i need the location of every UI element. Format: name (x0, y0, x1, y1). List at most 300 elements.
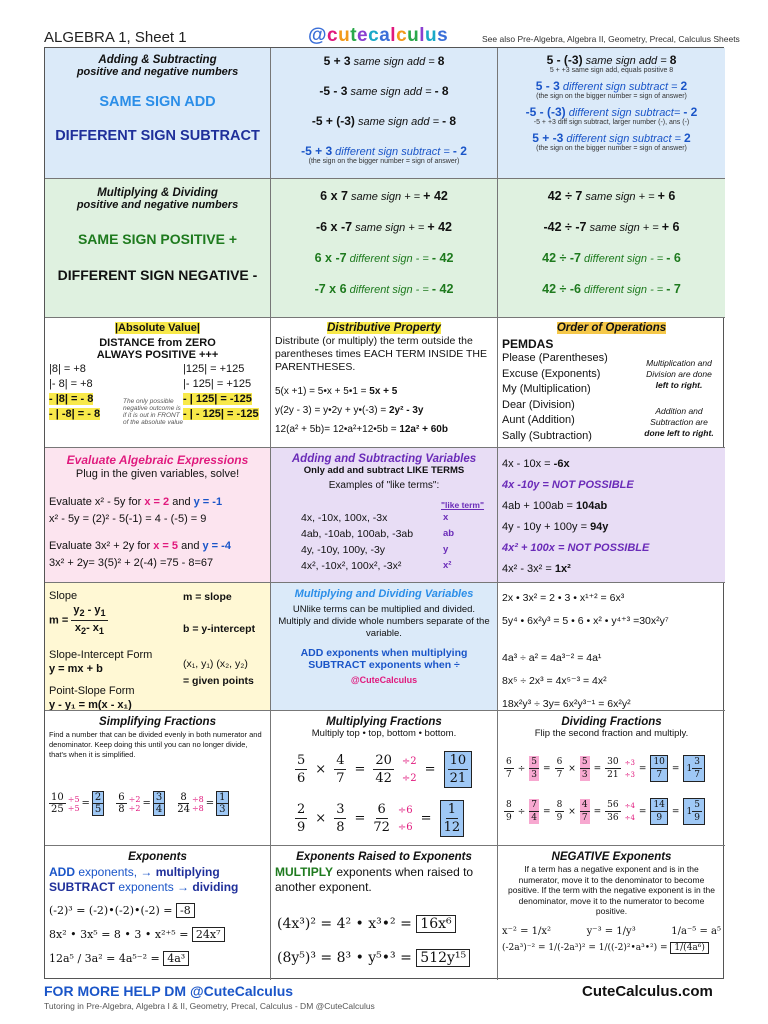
abs-note: The only possible negative outcome is if it is out in FRONT of the absolute value (123, 398, 183, 426)
fraction (504, 756, 514, 781)
md-example-1 (271, 220, 497, 234)
sheet-title: ALGEBRA 1, Sheet 1 (44, 29, 187, 46)
fraction (529, 799, 539, 824)
md-example-0 (271, 189, 497, 203)
same-sign-positive-rule: SAME SIGN POSITIVE + (77, 231, 238, 247)
slope-label: Slope (49, 590, 78, 602)
numerator: 2 (94, 792, 102, 803)
numerator: 10 (51, 792, 64, 803)
like-terms-card (271, 448, 498, 583)
denominator: 72 (373, 820, 390, 835)
exp-example-3: 12a⁵ / 3a² = 4a⁵⁻² = 4a³ (49, 947, 266, 971)
logo-text (308, 25, 448, 47)
like-example-expression: 4x² + 100x = NOT POSSIBLE (502, 542, 650, 554)
exp-example-1: (-2)³ = (-2)•(-2)•(-2) = -8 (49, 899, 266, 923)
brand-logo (308, 25, 448, 47)
numerator: 20 (375, 753, 392, 768)
logo-letter: @ (308, 25, 328, 46)
fraction (692, 756, 702, 781)
example-rule: different sign - = (346, 253, 432, 265)
equals: = (593, 763, 602, 774)
fraction (49, 792, 66, 815)
like-term-row-3 (271, 560, 497, 576)
times: × (568, 806, 576, 817)
equals: = (593, 806, 602, 817)
mult-frac-row-1 (295, 800, 472, 837)
numerator: 6 (377, 802, 386, 817)
divisor (625, 757, 635, 781)
example-result: + 42 (423, 189, 448, 203)
simplify-text: Find a number that can be divided evenly in both numerator and denominator. Keep doing this until you can no longer divide, that's when it is simplified. (49, 730, 262, 759)
example-rule: different sign subtract = (563, 133, 685, 145)
divide: ÷ (517, 763, 526, 774)
denominator: 24 (177, 804, 190, 815)
answer-fraction (216, 791, 228, 816)
logo-letter: u (338, 25, 351, 46)
like-example-expression: 4x² - 3x² = (502, 563, 555, 575)
div-top: ÷3 (624, 758, 635, 767)
sign-example-3 (271, 144, 497, 158)
simplify-example-2 (177, 791, 228, 816)
mul-var-example-0: 2x • 3x² = 2 • 3 • x¹⁺² = 6x³ (502, 592, 625, 604)
denominator: 6 (297, 771, 306, 786)
example-result: 8 (669, 53, 677, 67)
divisor (68, 795, 80, 813)
times: × (315, 811, 327, 826)
div-bottom: ÷5 (67, 803, 80, 813)
whole: 1 (686, 806, 693, 817)
abs-right: - | - 125| = -125 (183, 408, 259, 420)
equals: = (543, 763, 551, 774)
div-bottom: ÷2 (128, 803, 141, 813)
exp-raised-example-1: (4x³)² = 4² • x³•² = 16x⁶ (277, 907, 491, 941)
denominator: 9 (656, 813, 663, 823)
equals: = (671, 763, 680, 774)
eval-2-prompt: Evaluate 3x² + 2y for x = 5 and y = -4 (49, 540, 231, 552)
denominator: 9 (694, 813, 700, 823)
divisor (129, 795, 141, 813)
slope-intercept-formula: y = mx + b (49, 663, 103, 676)
pemdas-note-2: Addition and Subtraction are done left to right. (644, 406, 714, 438)
slope-formula: m = $\frac{y_2 - y_1}{x_2- x_1}$ (49, 604, 106, 637)
abs-right: |125| = +125 (183, 363, 245, 375)
equals: = (638, 806, 647, 817)
tutoring-note: Tutoring in Pre-Algebra, Algebra I & II, Geometry, Precal, Calculus - DM @CuteCalculus (44, 1001, 375, 1011)
sign-example-right-2 (498, 105, 725, 119)
like-term-variable: x² (443, 560, 452, 571)
neg-exp-text: If a term has a negative exponent and is in the numerator, move it to the denominator to become positive. If the term with the negative exponent is in the denominator, move it to the numerator to become positive. (508, 864, 715, 916)
mul-div-examples-mid (271, 179, 498, 318)
example-result: - 6 (666, 251, 681, 265)
example-expression: -42 ÷ -7 (543, 220, 587, 234)
md-example-2 (498, 251, 725, 265)
mul-div-subtitle: positive and negative numbers (76, 199, 239, 211)
numerator: 6 (118, 792, 125, 803)
mul-div-examples-right (498, 179, 725, 318)
help-banner: FOR MORE HELP DM @CuteCalculus (44, 983, 294, 999)
denominator: 12 (443, 820, 461, 835)
fraction (605, 799, 620, 824)
divisor (192, 795, 204, 813)
like-example-5 (502, 559, 721, 580)
numerator: 3 (694, 757, 700, 767)
exp-raised-rule: MULTIPLY exponents when raised to another exponent. (275, 865, 474, 894)
numerator: 6 (556, 757, 563, 767)
mul-var-sub-rule: SUBTRACT exponents when ÷ (308, 659, 460, 671)
example-note: (the sign on the bigger number = sign of answer) (536, 145, 687, 152)
pemdas-note-1: Multiplication and Division are done left to right. (646, 358, 712, 390)
numerator: 10 (653, 757, 665, 767)
simplify-example-1 (116, 791, 165, 816)
sign-example-0 (271, 54, 497, 68)
simplify-example-0 (49, 791, 104, 816)
like-term-variable: y (443, 544, 449, 555)
like-example-1 (502, 475, 721, 496)
mul-var-example-2: 4a³ ÷ a² = 4a³⁻² = 4a¹ (502, 652, 602, 664)
example-note: -5 + +3 diff sign subtract, larger number (-), ans (-) (533, 119, 690, 126)
add-sub-intro (45, 48, 271, 179)
negative-exponents-card (498, 846, 725, 980)
example-note: (the sign on the bigger number = sign of answer) (536, 93, 687, 100)
denominator: 21 (607, 770, 619, 780)
div-top: ÷2 (128, 794, 141, 804)
logo-letter: l (419, 25, 426, 46)
example-expression: 42 ÷ 7 (547, 189, 583, 203)
example-expression: 5 + -3 (532, 131, 564, 145)
numerator: 5 (694, 800, 700, 810)
denominator: 3 (531, 770, 538, 780)
equals: = (638, 763, 647, 774)
numerator: 3 (336, 802, 345, 817)
eval-1-solution: x² - 5y = (2)² - 5(-1) = 4 - (-5) = 9 (49, 513, 207, 525)
exponents-raised-card (271, 846, 498, 980)
eval-2-solution: 3x² + 2y= 3(5)² + 2(-4) =75 - 8=67 (49, 557, 214, 569)
example-expression: -5 - 3 (319, 84, 348, 98)
numerator: 1 (447, 802, 456, 817)
exponents-card (45, 846, 271, 980)
numerator: 5 (297, 753, 306, 768)
denominator: 21 (449, 771, 467, 786)
abs-distance-line: DISTANCE from ZERO (99, 337, 216, 349)
like-example-result: 104ab (576, 500, 608, 512)
like-term-examples: 4ab, -10ab, 100ab, -3ab (301, 528, 414, 540)
neg-exp-example-1-0: x⁻² = 1/x² (502, 925, 552, 937)
mixed-number (683, 798, 704, 825)
like-term-row-0 (271, 512, 497, 528)
denominator: 7 (694, 770, 700, 780)
mul-div-title: Multiplying & Dividing (97, 187, 218, 199)
sign-example-2 (271, 114, 497, 128)
div-top: ÷8 (191, 794, 204, 804)
fraction (504, 799, 514, 824)
numerator: 56 (607, 800, 619, 810)
dividing-fractions-card (498, 711, 725, 846)
absolute-value-title: |Absolute Value| (114, 322, 200, 334)
abs-positive-line: ALWAYS POSITIVE +++ (96, 349, 219, 361)
example-expression: 5 - 3 (535, 79, 560, 93)
denominator: 9 (506, 813, 512, 823)
distributive-text: Distribute (or multiply) the term outside the parentheses times EACH TERM INSIDE THE PARENTHESES. (275, 335, 488, 373)
div-bottom: ÷6 (397, 821, 413, 833)
slope-card (45, 583, 271, 711)
denominator: 7 (656, 770, 663, 780)
distrib-example-1: 5(x +1) = 5•x + 5•1 = 5x + 5 (275, 386, 398, 397)
example-rule: same sign + = (352, 222, 428, 234)
see-also-note: See also Pre-Algebra, Algebra II, Geometry, Precal, Calculus Sheets (482, 34, 740, 44)
example-rule: same sign add = (347, 86, 435, 98)
example-expression: -5 - (-3) (525, 105, 566, 119)
like-example-3 (502, 517, 721, 538)
sign-example-1 (271, 84, 497, 98)
numerator: 14 (653, 800, 665, 810)
denominator: 3 (581, 770, 588, 780)
mul-div-variables-card (271, 583, 498, 711)
fraction (295, 801, 307, 836)
like-example-result: 94y (590, 521, 609, 533)
example-rule: same sign + = (347, 191, 424, 203)
points-notation: (x₁, y₁) (x₂, y₂) (183, 658, 248, 670)
pemdas-item-5: Sally (Subtraction) (502, 429, 592, 442)
md-example-3 (498, 282, 725, 296)
evaluate-title: Evaluate Algebraic Expressions (66, 453, 249, 467)
equals: = (420, 811, 432, 826)
divisor (402, 753, 417, 787)
abs-right: |- 125| = +125 (183, 378, 252, 390)
fraction (373, 801, 390, 836)
pemdas-item-1: Excuse (Exponents) (502, 367, 601, 380)
mul-div-intro (45, 179, 271, 318)
sign-example-right-1 (498, 79, 725, 93)
exponents-title: Exponents (128, 851, 187, 863)
example-expression: 6 x 7 (320, 189, 348, 203)
diff-sign-negative-rule: DIFFERENT SIGN NEGATIVE - (57, 267, 258, 283)
numerator: 8 (556, 800, 563, 810)
equals: = (424, 762, 436, 777)
mul-var-example-3: 8x⁵ ÷ 2x³ = 4x⁵⁻³ = 4x² (502, 675, 607, 687)
denominator: 5 (94, 804, 102, 815)
example-result: + 6 (661, 220, 680, 234)
numerator: 2 (297, 802, 306, 817)
pemdas-item-0: Please (Parentheses) (502, 352, 608, 364)
add-sub-examples-right (498, 48, 725, 179)
abs-left: - | -8| = - 8 (49, 408, 101, 420)
equals: = (81, 798, 90, 809)
md-example-0 (498, 189, 725, 203)
answer-fraction (650, 755, 667, 782)
div-frac-text: Flip the second fraction and multiply. (534, 728, 689, 739)
numerator: 4 (581, 800, 588, 810)
m-definition: m = slope (183, 591, 232, 603)
exp-add-rule: ADD exponents, → multiplying (49, 865, 220, 879)
neg-exp-title: NEGATIVE Exponents (551, 851, 672, 863)
order-of-operations-card (498, 318, 725, 448)
abs-left: |- 8| = +8 (49, 378, 93, 390)
fraction (692, 799, 702, 824)
equals: = (354, 811, 366, 826)
equals: = (142, 798, 151, 809)
distrib-example-2: y(2y - 3) = y•2y + y•(-3) = 2y² - 3y (275, 405, 424, 416)
example-result: - 8 (442, 114, 457, 128)
numerator: 5 (531, 757, 538, 767)
mul-var-example-4: 18x²y³ ÷ 3y= 6x²y³⁻¹ = 6x²y² (502, 698, 631, 710)
example-rule: same sign + = (582, 191, 658, 203)
pemdas-item-2: My (Multiplication) (502, 383, 591, 395)
logo-letter: c (396, 25, 408, 46)
denominator: 9 (297, 820, 306, 835)
example-result: - 7 (666, 282, 681, 296)
mult-frac-row-0 (295, 751, 472, 788)
sign-example-right-0 (498, 53, 725, 67)
pemdas-title: Order of Operations (556, 322, 667, 334)
fraction (177, 792, 190, 815)
example-expression: -5 + 3 (301, 144, 333, 158)
exp-sub-rule: SUBTRACT exponents → dividing (49, 880, 239, 894)
distributive-title: Distributive Property (327, 322, 441, 334)
fraction (529, 756, 539, 781)
distributive-property-card (271, 318, 498, 448)
denominator: 8 (118, 804, 125, 815)
divisor (398, 802, 413, 836)
div-frac-row-0 (504, 755, 705, 782)
fraction (580, 799, 590, 824)
like-terms-examples-label: Examples of "like terms": (328, 480, 440, 491)
like-example-0 (502, 454, 721, 475)
example-expression: 42 ÷ -6 (542, 282, 581, 296)
eval-1-prompt: Evaluate x² - 5y for x = 2 and y = -1 (49, 496, 223, 508)
website-url[interactable]: CuteCalculus.com (582, 983, 713, 1000)
example-result: - 42 (431, 251, 454, 265)
md-example-1 (498, 220, 725, 234)
answer-fraction (92, 791, 104, 816)
cute-calculus-handle: @CuteCalculus (350, 675, 418, 685)
pemdas-item-3: Dear (Division) (502, 398, 575, 411)
denominator: 4 (155, 804, 163, 815)
example-expression: 42 ÷ -7 (542, 251, 581, 265)
numerator: 3 (155, 792, 163, 803)
like-term-examples: 4x, -10x, 100x, -3x (301, 512, 388, 524)
exp-raised-title: Exponents Raised to Exponents (296, 851, 472, 863)
numerator: 5 (581, 757, 588, 767)
fraction (555, 756, 565, 781)
like-example-expression: 4x -10y = NOT POSSIBLE (502, 479, 634, 491)
divide: ÷ (517, 806, 526, 817)
add-sub-subtitle: positive and negative numbers (76, 66, 239, 78)
mixed-number (683, 755, 704, 782)
example-note: (the sign on the bigger number = sign of answer) (308, 158, 460, 165)
fraction (605, 756, 620, 781)
denominator: 3 (219, 804, 226, 815)
denominator: 9 (556, 813, 563, 823)
mul-var-text: UNlike terms can be multiplied and divided. Multiply and divide whole numbers separate of the variable. (278, 604, 490, 639)
multiplying-fractions-card (271, 711, 498, 846)
fraction (373, 752, 394, 787)
mul-var-title: Multiplying and Dividing Variables (294, 588, 474, 600)
distrib-example-3: 12(a² + 5b)= 12•a²+12•5b = 12a² + 60b (275, 424, 448, 435)
slope-intercept-label: Slope-Intercept Form (49, 649, 153, 662)
example-result: + 42 (427, 220, 453, 234)
times: × (568, 763, 576, 774)
add-sub-examples-mid (271, 48, 498, 179)
add-sub-title: Adding & Subtracting (98, 54, 217, 66)
mul-var-examples (498, 583, 725, 711)
example-rule: different sign subtract = (559, 81, 681, 93)
denominator: 4 (531, 813, 538, 823)
logo-letter: u (407, 25, 420, 46)
neg-exp-example-2: (-2a³)⁻² = 1/(-2a³)² = 1/((-2)²•a³•²) = 1/(4a⁶) (498, 937, 725, 953)
like-term-examples: 4y, -10y, 100y, -3y (301, 544, 386, 556)
numerator: 8 (180, 792, 187, 803)
example-expression: 6 x -7 (314, 251, 347, 265)
example-rule: different sign - = (580, 253, 667, 265)
denominator: 7 (581, 813, 588, 823)
div-bottom: ÷3 (624, 770, 635, 779)
md-example-2 (271, 251, 497, 265)
like-example-result: 1x² (554, 563, 571, 575)
abs-right: - | 125| = -125 (183, 393, 252, 405)
example-result: 8 (437, 54, 445, 68)
cheat-sheet-grid (44, 47, 724, 979)
div-frac-title: Dividing Fractions (561, 716, 662, 728)
same-sign-add-rule: SAME SIGN ADD (99, 94, 216, 110)
div-top: ÷4 (624, 801, 635, 810)
example-expression: -6 x -7 (315, 220, 353, 234)
denominator: 25 (51, 804, 64, 815)
example-note: 5 + +3 same sign add, equals positive 8 (549, 67, 674, 74)
numerator: 1 (219, 792, 226, 803)
like-example-expression: 4x - 10x = (502, 458, 554, 470)
numerator: 30 (607, 757, 619, 767)
md-example-3 (271, 282, 497, 296)
logo-letter: u (425, 25, 438, 46)
logo-letter: c (327, 25, 339, 46)
example-expression: -5 + (-3) (311, 114, 355, 128)
denominator: 7 (336, 771, 345, 786)
denominator: 8 (336, 820, 345, 835)
point-slope-formula: y - y₁ = m(x - x₁) (49, 699, 132, 711)
abs-row-0 (45, 363, 270, 378)
like-term-row-2 (271, 544, 497, 560)
pemdas-item-4: Aunt (Addition) (502, 414, 575, 426)
pemdas-acronym: PEMDAS (502, 337, 554, 351)
numerator: 7 (531, 800, 538, 810)
neg-exp-example-1-2: 1/a⁻⁵ = a⁵ (671, 925, 721, 937)
fraction (334, 801, 346, 836)
equals: = (354, 762, 366, 777)
denominator: 7 (506, 770, 512, 780)
fraction (334, 752, 346, 787)
diff-sign-subtract-rule: DIFFERENT SIGN SUBTRACT (55, 128, 260, 144)
example-rule: different sign - = (580, 284, 667, 296)
example-expression: -7 x 6 (314, 282, 347, 296)
abs-row-1 (45, 378, 270, 393)
like-example-2 (502, 496, 721, 517)
simplifying-fractions-card (45, 711, 271, 846)
like-terms-title: Adding and Subtracting Variables (291, 453, 477, 465)
like-example-expression: 4y - 10y + 100y = (502, 521, 591, 533)
example-rule: same sign add = (582, 55, 670, 67)
like-terms-subtitle: Only add and subtract LIKE TERMS (303, 465, 465, 476)
divisor (625, 800, 635, 824)
exp-example-2: 8x² • 3x⁵ = 8 • 3 • x²⁺⁵ = 24x⁷ (49, 923, 266, 947)
answer-fraction (650, 798, 667, 825)
denominator: 7 (556, 770, 563, 780)
mult-frac-text: Multiply top • top, bottom • bottom. (311, 728, 457, 739)
logo-letter: a (379, 25, 391, 46)
div-top: ÷5 (67, 794, 80, 804)
numerator: 8 (506, 800, 512, 810)
evaluate-card (45, 448, 271, 583)
absolute-value-card (45, 318, 271, 448)
